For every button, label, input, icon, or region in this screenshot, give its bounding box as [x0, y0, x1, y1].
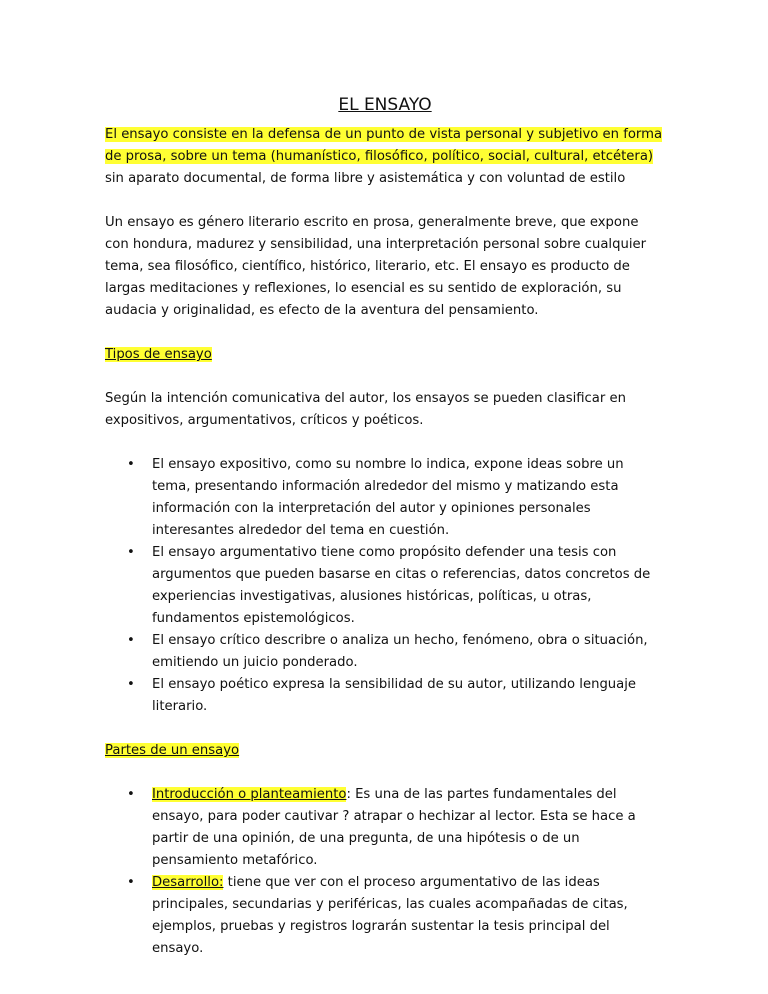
intro-highlighted-text: El ensayo consiste en la defensa de un punto de vista personal y subjetivo en forma de prosa, sobre un tema (humanístico, filosófico, político, social, cultural, etcétera) — [105, 127, 663, 164]
intro-paragraph — [105, 124, 665, 190]
definition-paragraph: Un ensayo es género literario escrito en prosa, generalmente breve, que expone con hondura, madurez y sensibilidad, una interpretación personal sobre cualquier tema, sea filosófico, científico, histórico, literario, etc. El ensayo es producto de largas meditaciones y reflexiones, lo esencial es su sentido de exploración, su audacia y originalidad, es efecto de la aventura del pensamiento. — [105, 215, 647, 318]
partes-heading-text: Partes de un ensayo — [105, 743, 240, 758]
tipos-item-critico: El ensayo crítico describre o analiza un hecho, fenómeno, obra o situación, emitiendo un juicio ponderado. — [152, 633, 648, 670]
partes-text-desarrollo: tiene que ver con el proceso argumentativo de las ideas principales, secundarias y periféricas, las cuales acompañadas de citas, ejemplos, pruebas y registros lograrán sustentar la tesis principal del ensayo. — [152, 875, 628, 956]
tipos-lead-paragraph: Según la intención comunicativa del autor, los ensayos se pueden clasificar en expositivos, argumentativos, críticos y poéticos. — [105, 391, 626, 428]
tipos-heading — [105, 344, 665, 366]
partes-heading — [105, 740, 665, 762]
bullet-icon: • — [127, 787, 135, 802]
bullet-icon: • — [127, 633, 135, 648]
bullet-icon: • — [127, 545, 135, 560]
partes-text-introduccion: Es una de las partes fundamentales del ensayo, para poder cautivar ? atrapar o hechizar al lector. Esta se hace a partir de una opinión, de una pregunta, de una hipótesis o de un pensamiento metafórico. — [152, 787, 636, 868]
list-item — [105, 542, 665, 630]
document-title: EL ENSAYO — [338, 95, 432, 115]
tipos-heading-text: Tipos de ensayo — [105, 347, 212, 362]
partes-list — [105, 784, 665, 960]
document-page — [105, 92, 665, 960]
tipos-item-poetico: El ensayo poético expresa la sensibilidad de su autor, utilizando lenguaje literario. — [152, 677, 637, 714]
tipos-list — [105, 454, 665, 718]
list-item — [105, 872, 665, 960]
partes-term-separator: : — [346, 787, 351, 802]
list-item — [105, 454, 665, 542]
partes-term-introduccion: Introducción o planteamiento — [152, 787, 347, 802]
partes-term-desarrollo: Desarrollo: — [152, 875, 224, 890]
list-item — [105, 630, 665, 674]
bullet-icon: • — [127, 677, 135, 692]
list-item — [105, 674, 665, 718]
intro-rest-text: sin aparato documental, de forma libre y asistemática y con voluntad de estilo — [105, 171, 626, 186]
tipos-item-argumentativo: El ensayo argumentativo tiene como propósito defender una tesis con argumentos que pueden basarse en citas o referencias, datos concretos de experiencias investigativas, alusiones históricas, políticas, u otras, fundamentos epistemológicos. — [152, 545, 651, 626]
bullet-icon: • — [127, 875, 135, 890]
bullet-icon: • — [127, 457, 135, 472]
list-item — [105, 784, 665, 872]
tipos-item-expositivo: El ensayo expositivo, como su nombre lo indica, expone ideas sobre un tema, presentando información alrededor del mismo y matizando esta información con la interpretación del autor y opiniones personales interesantes alrededor del tema en cuestión. — [152, 457, 624, 538]
